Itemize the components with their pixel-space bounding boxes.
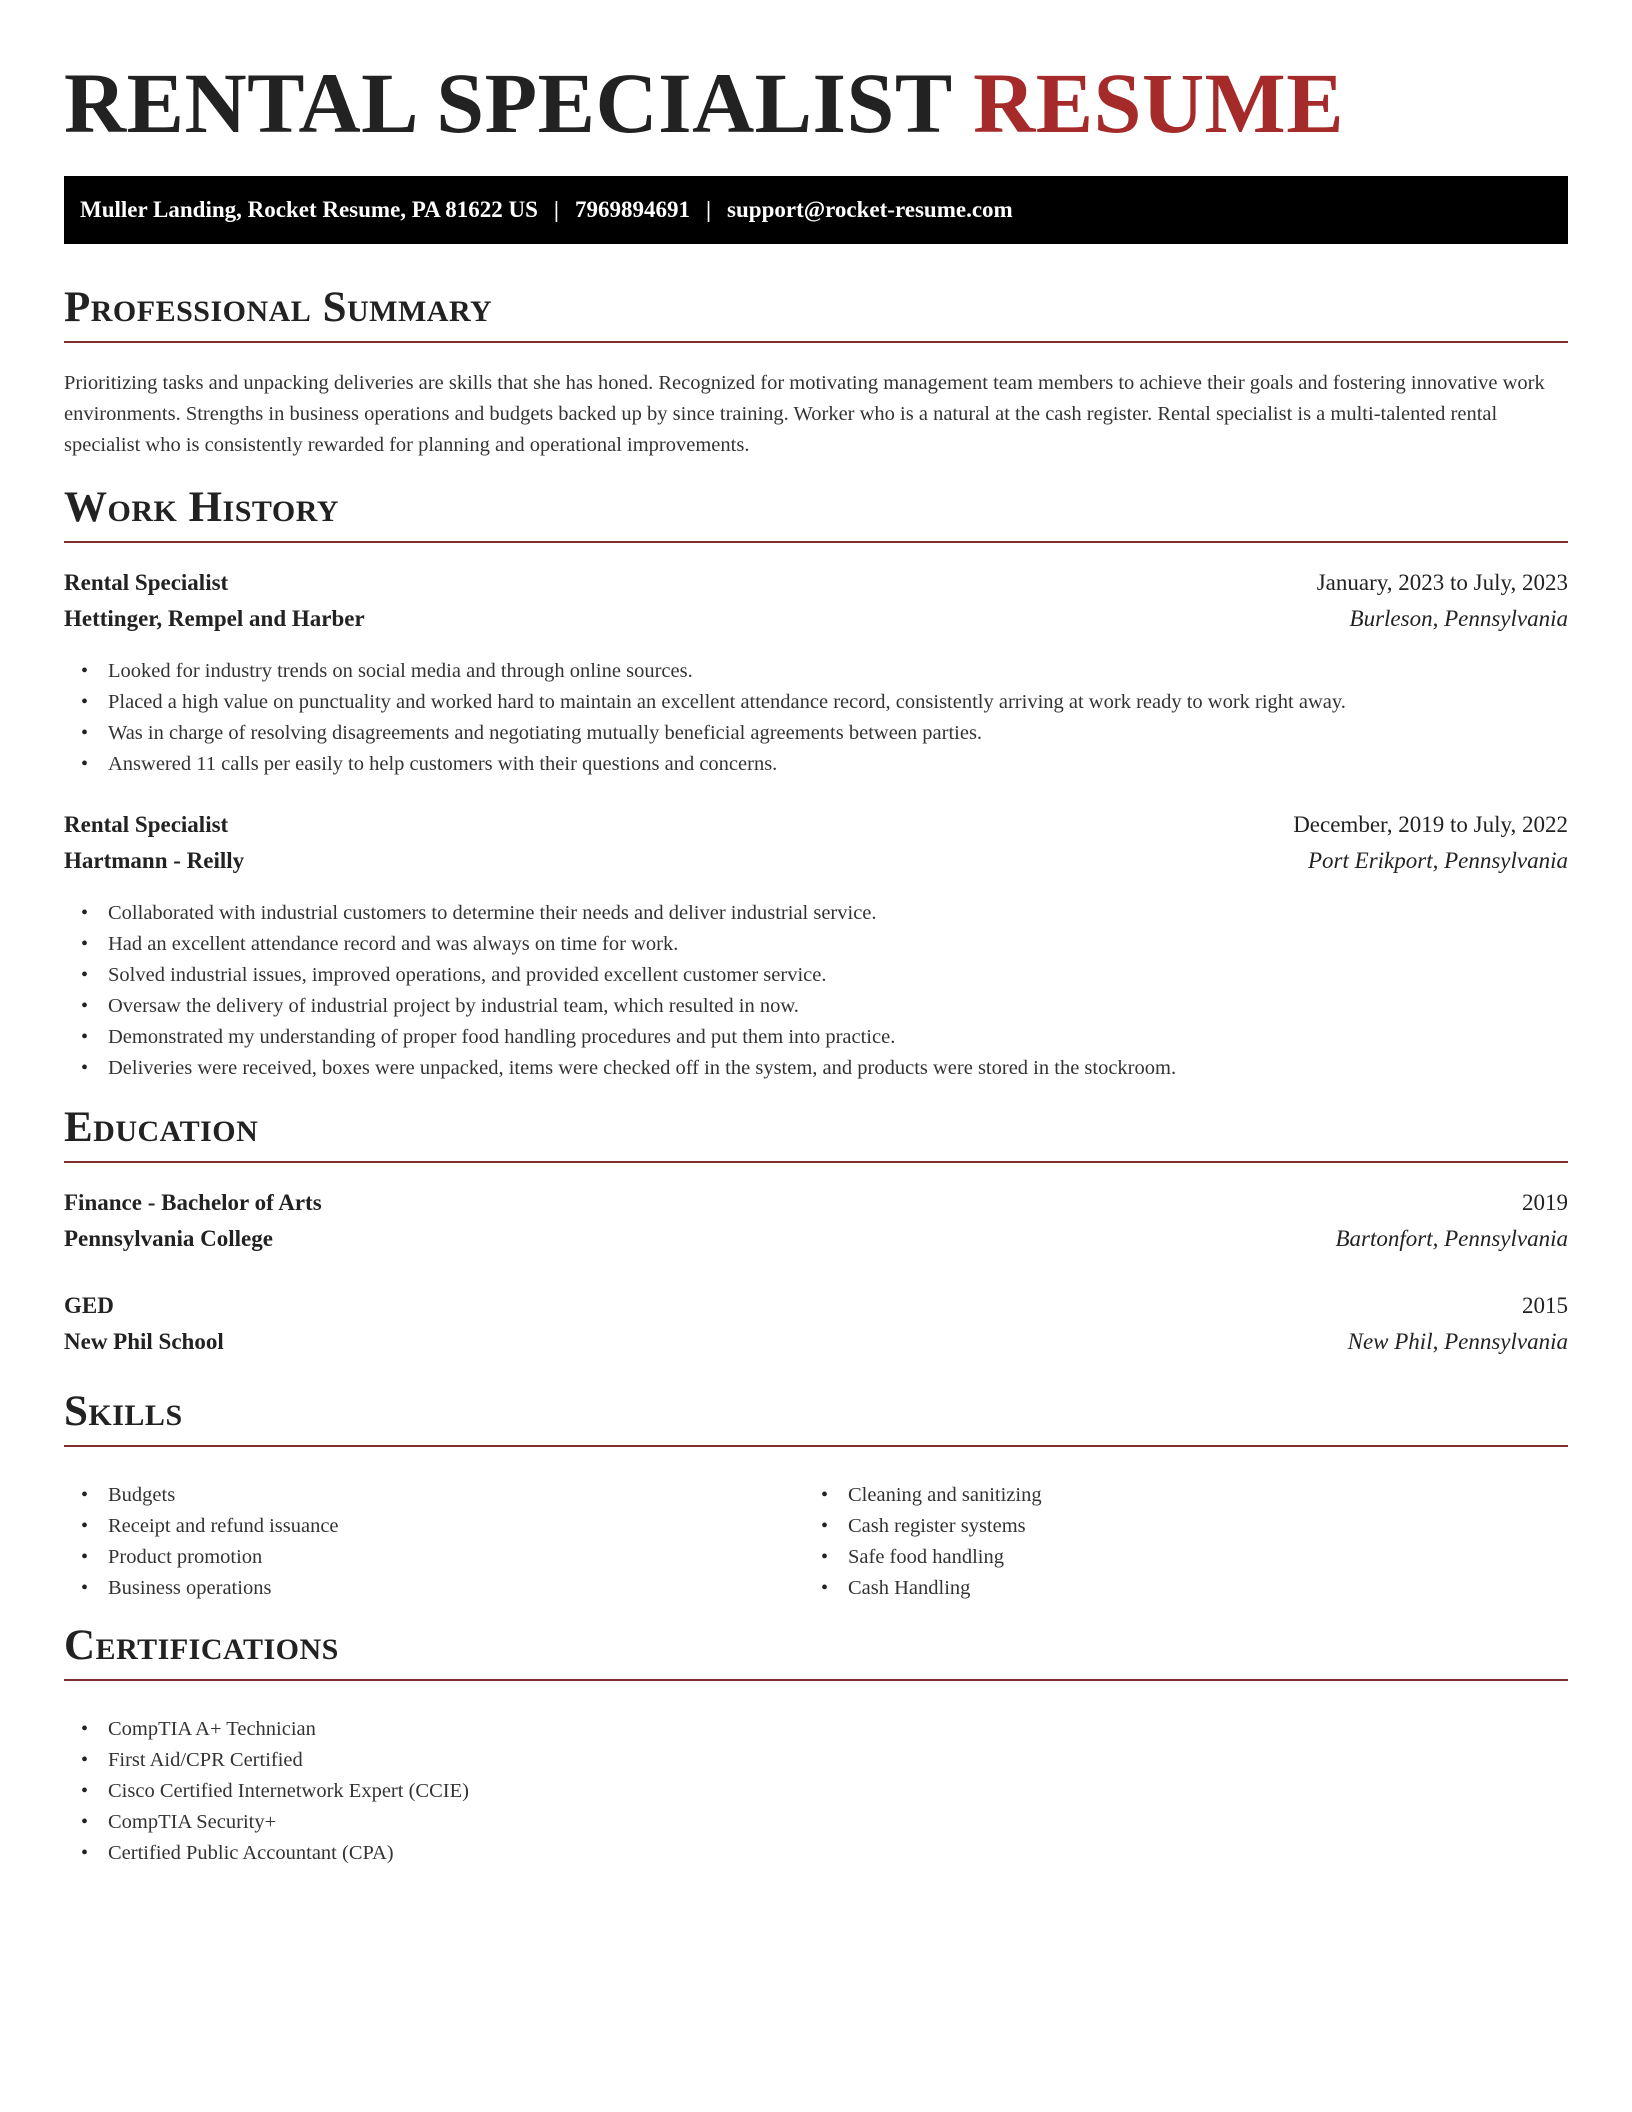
list-item: • Product promotion (64, 1542, 804, 1573)
contact-email: support@rocket-resume.com (727, 197, 1013, 222)
job-dates: January, 2023 to July, 2023 (1316, 570, 1568, 595)
job-entry (64, 812, 1568, 1084)
education-school: New Phil School (64, 1329, 224, 1354)
summary-section-heading (64, 284, 1568, 343)
job-location: Port Erikport, Pennsylvania (1308, 848, 1568, 873)
list-item: • Cisco Certified Internetwork Expert (CCIE) (64, 1776, 1568, 1807)
list-item: • Looked for industry trends on social media and through online sources. (64, 656, 1568, 687)
list-item: • Business operations (64, 1573, 804, 1604)
contact-separator: | (705, 197, 712, 222)
list-item: • Safe food handling (804, 1542, 1568, 1573)
list-item: • Answered 11 calls per easily to help customers with their questions and concerns. (64, 749, 1568, 780)
list-item: • Was in charge of resolving disagreements and negotiating mutually beneficial agreements between parties. (64, 718, 1568, 749)
list-item: • First Aid/CPR Certified (64, 1745, 1568, 1776)
title-accent: RESUME (973, 55, 1345, 151)
list-item: • Budgets (64, 1480, 804, 1511)
certifications-section-heading (64, 1622, 1568, 1681)
job-title: Rental Specialist (64, 570, 229, 595)
education-location: Bartonfort, Pennsylvania (1335, 1226, 1568, 1251)
contact-address: Muller Landing, Rocket Resume, PA 81622 US (80, 197, 538, 222)
job-bullets (64, 898, 1568, 1084)
list-item: • Deliveries were received, boxes were unpacked, items were checked off in the system, and products were stored in the stockroom. (64, 1053, 1568, 1084)
job-dates: December, 2019 to July, 2022 (1293, 812, 1568, 837)
list-item: • Oversaw the delivery of industrial project by industrial team, which resulted in now. (64, 991, 1568, 1022)
certifications-list (64, 1714, 1568, 1869)
education-year: 2019 (1522, 1190, 1568, 1215)
job-company: Hettinger, Rempel and Harber (64, 606, 365, 631)
education-year: 2015 (1522, 1293, 1568, 1318)
skills-heading: Skills (64, 1388, 183, 1435)
list-item: • Had an excellent attendance record and was always on time for work. (64, 929, 1568, 960)
summary-heading: Professional Summary (64, 284, 493, 331)
skills-section-heading (64, 1388, 1568, 1447)
list-item: • Collaborated with industrial customers to determine their needs and deliver industrial service. (64, 898, 1568, 929)
job-title: Rental Specialist (64, 812, 229, 837)
work-heading: Work History (64, 484, 339, 531)
summary-text: Prioritizing tasks and unpacking deliveries are skills that she has honed. Recognized for motivating management team members to achieve their goals and fostering innovative work environments. Strengths in business operations and budgets backed up by since training. Worker who is a natural at the cash register. Rental specialist is a multi-talented rental specialist who is consistently rewarded for planning and operational improvements. (64, 372, 1545, 456)
job-bullets (64, 656, 1568, 780)
title-main: RENTAL SPECIALIST (64, 55, 952, 151)
contact-bar (64, 176, 1568, 244)
skills-list (64, 1480, 1568, 1604)
certifications-heading: Certifications (64, 1622, 339, 1669)
job-location: Burleson, Pennsylvania (1349, 606, 1568, 631)
education-location: New Phil, Pennsylvania (1347, 1329, 1568, 1354)
skills-column-right (804, 1480, 1568, 1604)
list-item: • Demonstrated my understanding of proper food handling procedures and put them into practice. (64, 1022, 1568, 1053)
list-item: • Receipt and refund issuance (64, 1511, 804, 1542)
education-school: Pennsylvania College (64, 1226, 273, 1251)
education-degree: Finance - Bachelor of Arts (64, 1190, 322, 1215)
education-entry (64, 1293, 1568, 1365)
resume-title (64, 56, 1344, 151)
work-section-heading (64, 484, 1568, 543)
education-heading: Education (64, 1104, 259, 1151)
list-item: • Certified Public Accountant (CPA) (64, 1838, 1568, 1869)
job-entry (64, 570, 1568, 780)
job-company: Hartmann - Reilly (64, 848, 245, 873)
list-item: • Placed a high value on punctuality and worked hard to maintain an excellent attendance record, consistently arriving at work ready to work right away. (64, 687, 1568, 718)
list-item: • Solved industrial issues, improved operations, and provided excellent customer service. (64, 960, 1568, 991)
education-section-heading (64, 1104, 1568, 1163)
list-item: • Cash Handling (804, 1573, 1568, 1604)
list-item: • CompTIA A+ Technician (64, 1714, 1568, 1745)
skills-column-left (64, 1480, 804, 1604)
contact-separator: | (553, 197, 559, 222)
education-entry (64, 1190, 1568, 1262)
list-item: • Cash register systems (804, 1511, 1568, 1542)
list-item: • CompTIA Security+ (64, 1807, 1568, 1838)
contact-phone: 7969894691 (574, 197, 690, 222)
list-item: • Cleaning and sanitizing (804, 1480, 1568, 1511)
education-degree: GED (64, 1293, 114, 1318)
